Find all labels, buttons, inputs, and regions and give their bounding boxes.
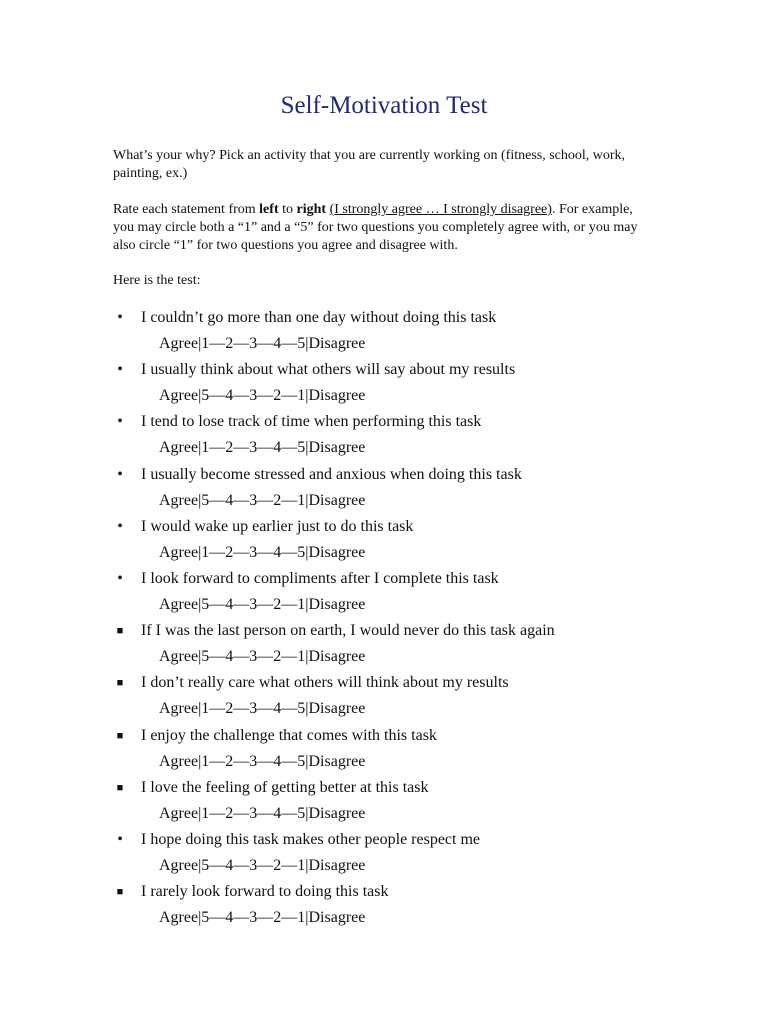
agree-disagree-scale: Agree|5—4—3—2—1|Disagree — [159, 648, 366, 666]
agree-disagree-scale: Agree|1—2—3—4—5|Disagree — [159, 700, 366, 718]
agree-disagree-scale: Agree|1—2—3—4—5|Disagree — [159, 439, 366, 457]
intro-paragraph: What’s your why? Pick an activity that you are currently working on (fitness, school, work, painting, ex.) — [113, 148, 626, 181]
agree-disagree-scale: Agree|1—2—3—4—5|Disagree — [159, 804, 366, 822]
statement-text: If I was the last person on earth, I would never do this task again — [141, 622, 555, 640]
square-bullet-icon: ■ — [116, 886, 124, 899]
statement-text: I would wake up earlier just to do this task — [141, 517, 414, 535]
rating-prefix: Rate each statement from — [113, 202, 260, 217]
round-bullet-icon: • — [117, 361, 123, 379]
agree-disagree-scale: Agree|5—4—3—2—1|Disagree — [159, 387, 366, 405]
statement-text: I don’t really care what others will think about my results — [141, 674, 509, 692]
list-item — [113, 568, 673, 620]
round-bullet-icon: • — [117, 309, 123, 326]
list-item — [113, 672, 673, 724]
agree-disagree-scale: Agree|1—2—3—4—5|Disagree — [159, 752, 366, 770]
statement-text: I hope doing this task makes other people respect me — [141, 830, 481, 848]
round-bullet-icon: • — [117, 830, 123, 848]
square-bullet-icon: ■ — [116, 625, 124, 638]
list-item — [113, 829, 673, 881]
list-item — [113, 307, 673, 359]
left-word: left — [259, 202, 279, 217]
list-item — [113, 620, 673, 672]
list-item — [113, 464, 673, 516]
agree-disagree-scale: Agree|5—4—3—2—1|Disagree — [159, 909, 366, 927]
to-word: to — [278, 202, 297, 217]
range-underlined: (I strongly agree … I strongly disagree) — [329, 202, 552, 217]
agree-disagree-scale: Agree|5—4—3—2—1|Disagree — [159, 856, 366, 874]
right-word: right — [296, 202, 327, 217]
agree-disagree-scale: Agree|5—4—3—2—1|Disagree — [159, 491, 366, 509]
round-bullet-icon: • — [117, 517, 123, 535]
square-bullet-icon: ■ — [116, 729, 124, 742]
agree-disagree-scale: Agree|1—2—3—4—5|Disagree — [159, 335, 366, 352]
statement-text: I couldn’t go more than one day without doing this task — [141, 309, 497, 326]
test-lead-in: Here is the test: — [113, 273, 201, 288]
statement-text: I tend to lose track of time when performing this task — [141, 413, 482, 431]
rating-instructions — [113, 201, 643, 255]
statement-text: I enjoy the challenge that comes with this task — [141, 726, 437, 744]
agree-disagree-scale: Agree|1—2—3—4—5|Disagree — [159, 543, 366, 561]
square-bullet-icon: ■ — [116, 781, 124, 794]
agree-disagree-scale: Agree|5—4—3—2—1|Disagree — [159, 595, 366, 613]
list-item — [113, 411, 673, 463]
statement-list — [113, 307, 673, 933]
square-bullet-icon: ■ — [116, 677, 124, 690]
round-bullet-icon: • — [117, 569, 123, 587]
statement-text: I look forward to compliments after I complete this task — [141, 569, 499, 587]
statement-text: I usually think about what others will say about my results — [141, 361, 516, 379]
statement-text: I rarely look forward to doing this task — [141, 883, 389, 901]
statement-text: I love the feeling of getting better at this task — [141, 778, 429, 796]
rating-suffix: . For example, you may circle both a “1” and a “5” for two questions you completely agree with, or you may also circle “1” for two questions you agree and disagree with. — [113, 202, 638, 253]
list-item — [113, 516, 673, 568]
list-item — [113, 725, 673, 777]
list-item — [113, 777, 673, 829]
statement-text: I usually become stressed and anxious when doing this task — [141, 465, 522, 483]
round-bullet-icon: • — [117, 413, 123, 431]
list-item — [113, 881, 673, 933]
list-item — [113, 359, 673, 411]
round-bullet-icon: • — [117, 465, 123, 483]
page-title: Self-Motivation Test — [280, 92, 488, 119]
